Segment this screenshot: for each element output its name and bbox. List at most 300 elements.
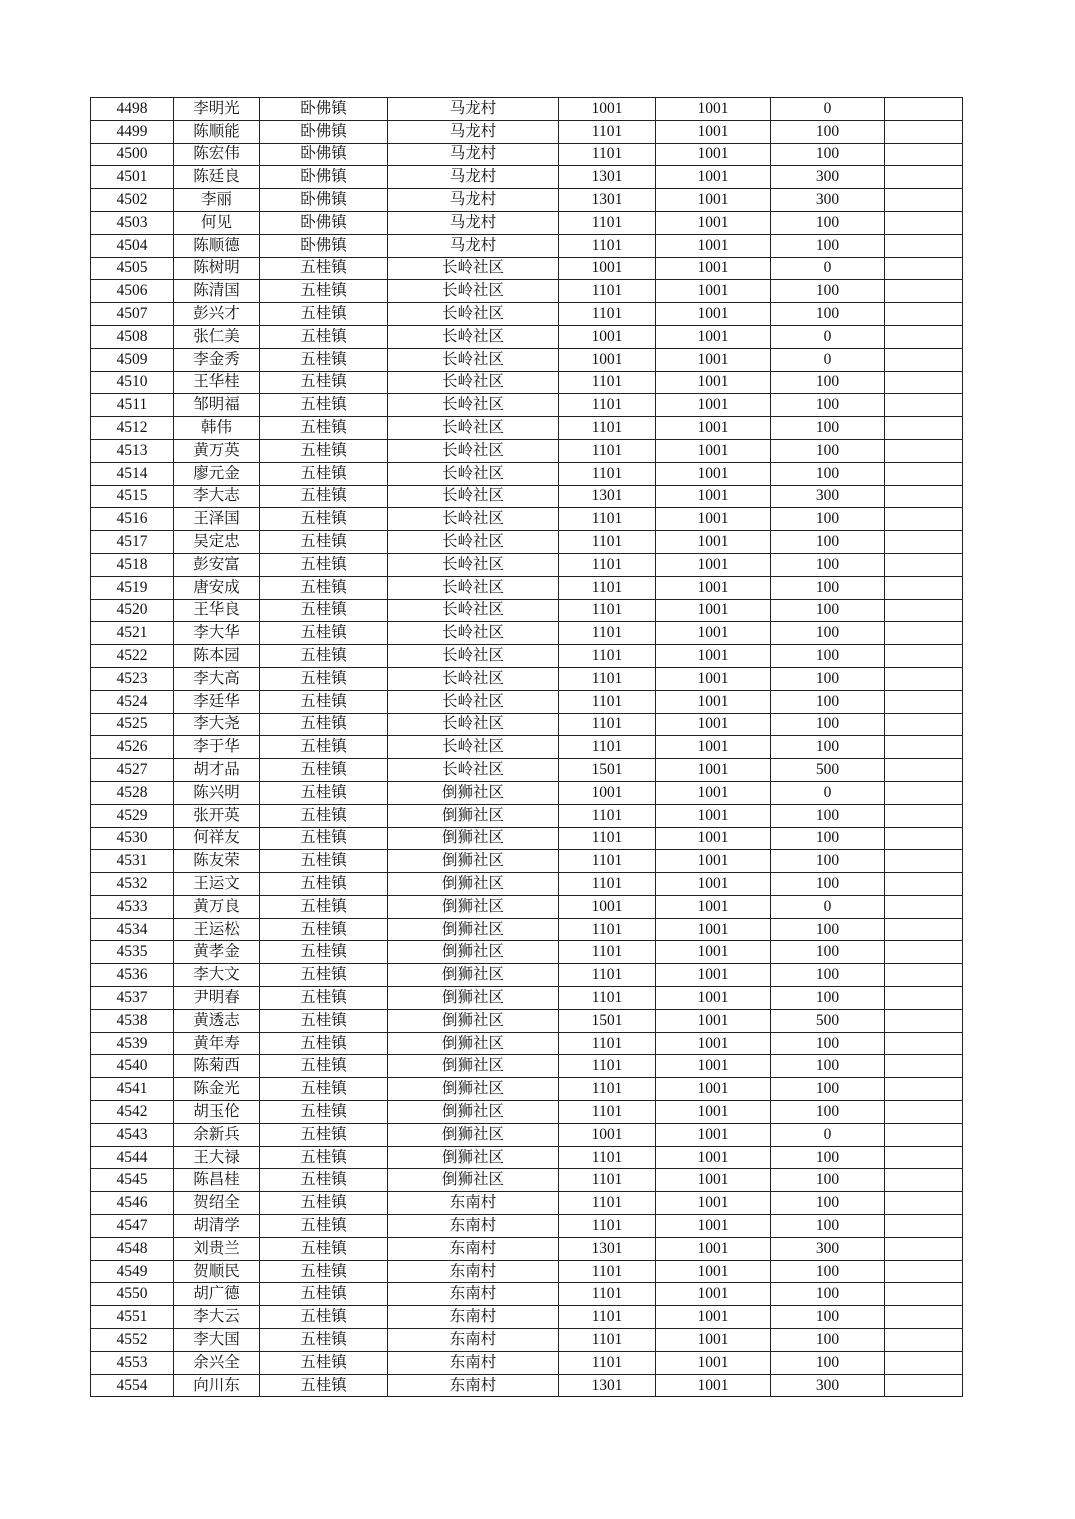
cell-name: 唐安成 xyxy=(174,576,260,599)
cell-village: 长岭社区 xyxy=(388,622,559,645)
cell-name: 李金秀 xyxy=(174,348,260,371)
cell-amount: 100 xyxy=(771,1329,885,1352)
cell-town: 五桂镇 xyxy=(260,987,388,1010)
cell-name: 余新兵 xyxy=(174,1123,260,1146)
cell-code-b: 1001 xyxy=(656,736,771,759)
cell-amount: 0 xyxy=(771,781,885,804)
cell-village: 倒狮社区 xyxy=(388,1169,559,1192)
table-row xyxy=(91,257,963,280)
cell-village: 长岭社区 xyxy=(388,713,559,736)
cell-amount: 100 xyxy=(771,599,885,622)
cell-number: 4534 xyxy=(91,918,174,941)
cell-town: 五桂镇 xyxy=(260,1306,388,1329)
cell-remark xyxy=(885,1169,963,1192)
cell-number: 4499 xyxy=(91,120,174,143)
cell-number: 4525 xyxy=(91,713,174,736)
cell-town: 五桂镇 xyxy=(260,827,388,850)
cell-village: 长岭社区 xyxy=(388,394,559,417)
cell-code-b: 1001 xyxy=(656,462,771,485)
cell-code-a: 1101 xyxy=(559,1055,656,1078)
cell-remark xyxy=(885,1123,963,1146)
cell-number: 4518 xyxy=(91,553,174,576)
cell-number: 4537 xyxy=(91,987,174,1010)
cell-code-b: 1001 xyxy=(656,622,771,645)
cell-remark xyxy=(885,964,963,987)
cell-amount: 100 xyxy=(771,964,885,987)
cell-remark xyxy=(885,941,963,964)
cell-code-b: 1001 xyxy=(656,485,771,508)
cell-number: 4551 xyxy=(91,1306,174,1329)
cell-remark xyxy=(885,850,963,873)
cell-amount: 100 xyxy=(771,508,885,531)
cell-number: 4539 xyxy=(91,1032,174,1055)
cell-name: 李大文 xyxy=(174,964,260,987)
cell-name: 吴定忠 xyxy=(174,531,260,554)
cell-code-b: 1001 xyxy=(656,394,771,417)
cell-number: 4546 xyxy=(91,1192,174,1215)
cell-name: 韩伟 xyxy=(174,417,260,440)
cell-town: 五桂镇 xyxy=(260,941,388,964)
cell-code-b: 1001 xyxy=(656,804,771,827)
cell-remark xyxy=(885,1260,963,1283)
cell-village: 长岭社区 xyxy=(388,303,559,326)
cell-code-a: 1101 xyxy=(559,622,656,645)
table-row xyxy=(91,690,963,713)
cell-remark xyxy=(885,325,963,348)
cell-amount: 100 xyxy=(771,1306,885,1329)
cell-name: 李大尧 xyxy=(174,713,260,736)
cell-remark xyxy=(885,462,963,485)
table-row xyxy=(91,1283,963,1306)
cell-number: 4506 xyxy=(91,280,174,303)
cell-code-a: 1301 xyxy=(559,189,656,212)
cell-remark xyxy=(885,1351,963,1374)
cell-number: 4520 xyxy=(91,599,174,622)
cell-code-a: 1101 xyxy=(559,1306,656,1329)
cell-code-a: 1101 xyxy=(559,667,656,690)
cell-amount: 0 xyxy=(771,348,885,371)
cell-amount: 0 xyxy=(771,325,885,348)
table-row xyxy=(91,508,963,531)
cell-amount: 100 xyxy=(771,941,885,964)
table-row xyxy=(91,1032,963,1055)
cell-remark xyxy=(885,417,963,440)
cell-remark xyxy=(885,280,963,303)
cell-village: 东南村 xyxy=(388,1283,559,1306)
cell-number: 4505 xyxy=(91,257,174,280)
cell-code-a: 1101 xyxy=(559,417,656,440)
cell-remark xyxy=(885,1374,963,1397)
cell-code-b: 1001 xyxy=(656,348,771,371)
cell-village: 东南村 xyxy=(388,1329,559,1352)
cell-town: 五桂镇 xyxy=(260,439,388,462)
cell-town: 五桂镇 xyxy=(260,1192,388,1215)
cell-amount: 100 xyxy=(771,1078,885,1101)
cell-name: 王华桂 xyxy=(174,371,260,394)
cell-code-a: 1001 xyxy=(559,1123,656,1146)
cell-name: 李大云 xyxy=(174,1306,260,1329)
cell-number: 4510 xyxy=(91,371,174,394)
cell-code-a: 1101 xyxy=(559,462,656,485)
cell-name: 张开英 xyxy=(174,804,260,827)
cell-name: 王运文 xyxy=(174,873,260,896)
cell-town: 五桂镇 xyxy=(260,485,388,508)
cell-amount: 100 xyxy=(771,234,885,257)
cell-amount: 100 xyxy=(771,850,885,873)
cell-town: 卧佛镇 xyxy=(260,120,388,143)
cell-code-a: 1101 xyxy=(559,1146,656,1169)
cell-code-b: 1001 xyxy=(656,781,771,804)
cell-village: 长岭社区 xyxy=(388,371,559,394)
cell-village: 长岭社区 xyxy=(388,599,559,622)
cell-name: 陈清国 xyxy=(174,280,260,303)
cell-amount: 100 xyxy=(771,1032,885,1055)
table-row xyxy=(91,759,963,782)
cell-amount: 100 xyxy=(771,918,885,941)
cell-amount: 100 xyxy=(771,1215,885,1238)
cell-amount: 100 xyxy=(771,987,885,1010)
cell-town: 五桂镇 xyxy=(260,280,388,303)
cell-amount: 100 xyxy=(771,873,885,896)
cell-code-a: 1501 xyxy=(559,1009,656,1032)
table-row xyxy=(91,166,963,189)
cell-code-a: 1001 xyxy=(559,348,656,371)
cell-code-a: 1101 xyxy=(559,1329,656,1352)
cell-code-a: 1101 xyxy=(559,827,656,850)
cell-town: 五桂镇 xyxy=(260,531,388,554)
cell-town: 五桂镇 xyxy=(260,1101,388,1124)
table-row xyxy=(91,1215,963,1238)
cell-code-a: 1101 xyxy=(559,804,656,827)
cell-village: 东南村 xyxy=(388,1237,559,1260)
cell-town: 五桂镇 xyxy=(260,759,388,782)
cell-village: 长岭社区 xyxy=(388,531,559,554)
cell-number: 4554 xyxy=(91,1374,174,1397)
cell-village: 长岭社区 xyxy=(388,645,559,668)
cell-amount: 0 xyxy=(771,895,885,918)
cell-code-b: 1001 xyxy=(656,371,771,394)
cell-amount: 100 xyxy=(771,280,885,303)
cell-code-b: 1001 xyxy=(656,1123,771,1146)
cell-name: 廖元金 xyxy=(174,462,260,485)
cell-remark xyxy=(885,667,963,690)
table-row xyxy=(91,1078,963,1101)
cell-town: 五桂镇 xyxy=(260,804,388,827)
table-row xyxy=(91,394,963,417)
cell-number: 4524 xyxy=(91,690,174,713)
cell-code-b: 1001 xyxy=(656,189,771,212)
cell-code-a: 1301 xyxy=(559,485,656,508)
cell-town: 五桂镇 xyxy=(260,964,388,987)
cell-town: 五桂镇 xyxy=(260,462,388,485)
table-row xyxy=(91,417,963,440)
cell-amount: 100 xyxy=(771,462,885,485)
cell-number: 4548 xyxy=(91,1237,174,1260)
table-row xyxy=(91,531,963,554)
cell-code-b: 1001 xyxy=(656,1009,771,1032)
cell-code-b: 1001 xyxy=(656,1101,771,1124)
cell-code-b: 1001 xyxy=(656,1032,771,1055)
cell-code-a: 1101 xyxy=(559,394,656,417)
cell-code-a: 1101 xyxy=(559,964,656,987)
cell-code-a: 1301 xyxy=(559,1237,656,1260)
cell-amount: 500 xyxy=(771,759,885,782)
cell-amount: 100 xyxy=(771,1283,885,1306)
cell-code-b: 1001 xyxy=(656,850,771,873)
cell-number: 4552 xyxy=(91,1329,174,1352)
cell-town: 五桂镇 xyxy=(260,1329,388,1352)
cell-amount: 300 xyxy=(771,485,885,508)
cell-town: 卧佛镇 xyxy=(260,166,388,189)
table-row xyxy=(91,1192,963,1215)
cell-town: 五桂镇 xyxy=(260,1283,388,1306)
cell-number: 4538 xyxy=(91,1009,174,1032)
cell-amount: 100 xyxy=(771,1055,885,1078)
cell-name: 陈宏伟 xyxy=(174,143,260,166)
cell-name: 李大华 xyxy=(174,622,260,645)
cell-code-a: 1101 xyxy=(559,234,656,257)
cell-village: 长岭社区 xyxy=(388,439,559,462)
cell-code-b: 1001 xyxy=(656,325,771,348)
cell-remark xyxy=(885,759,963,782)
table-row xyxy=(91,303,963,326)
cell-village: 长岭社区 xyxy=(388,553,559,576)
cell-number: 4541 xyxy=(91,1078,174,1101)
cell-code-b: 1001 xyxy=(656,211,771,234)
cell-code-b: 1001 xyxy=(656,599,771,622)
cell-village: 马龙村 xyxy=(388,189,559,212)
cell-remark xyxy=(885,143,963,166)
cell-remark xyxy=(885,189,963,212)
cell-village: 长岭社区 xyxy=(388,280,559,303)
cell-remark xyxy=(885,348,963,371)
cell-town: 五桂镇 xyxy=(260,576,388,599)
cell-code-b: 1001 xyxy=(656,1169,771,1192)
cell-name: 胡清学 xyxy=(174,1215,260,1238)
cell-code-b: 1001 xyxy=(656,1055,771,1078)
cell-code-a: 1001 xyxy=(559,257,656,280)
cell-remark xyxy=(885,576,963,599)
cell-code-a: 1101 xyxy=(559,120,656,143)
cell-number: 4550 xyxy=(91,1283,174,1306)
cell-code-b: 1001 xyxy=(656,98,771,121)
cell-amount: 100 xyxy=(771,1192,885,1215)
cell-code-b: 1001 xyxy=(656,1351,771,1374)
cell-remark xyxy=(885,918,963,941)
table-row xyxy=(91,325,963,348)
cell-name: 李于华 xyxy=(174,736,260,759)
cell-code-b: 1001 xyxy=(656,895,771,918)
cell-amount: 100 xyxy=(771,553,885,576)
table-row xyxy=(91,234,963,257)
cell-village: 马龙村 xyxy=(388,234,559,257)
cell-code-a: 1301 xyxy=(559,166,656,189)
cell-village: 倒狮社区 xyxy=(388,1055,559,1078)
cell-number: 4509 xyxy=(91,348,174,371)
cell-code-a: 1101 xyxy=(559,280,656,303)
cell-name: 黄透志 xyxy=(174,1009,260,1032)
cell-town: 五桂镇 xyxy=(260,781,388,804)
cell-village: 倒狮社区 xyxy=(388,987,559,1010)
table-row xyxy=(91,211,963,234)
cell-name: 陈兴明 xyxy=(174,781,260,804)
cell-remark xyxy=(885,1055,963,1078)
cell-village: 倒狮社区 xyxy=(388,1123,559,1146)
cell-number: 4553 xyxy=(91,1351,174,1374)
cell-name: 王大禄 xyxy=(174,1146,260,1169)
cell-code-b: 1001 xyxy=(656,234,771,257)
cell-code-b: 1001 xyxy=(656,280,771,303)
table-row xyxy=(91,827,963,850)
cell-code-b: 1001 xyxy=(656,1374,771,1397)
cell-amount: 100 xyxy=(771,645,885,668)
cell-number: 4540 xyxy=(91,1055,174,1078)
cell-remark xyxy=(885,211,963,234)
cell-amount: 100 xyxy=(771,120,885,143)
cell-code-b: 1001 xyxy=(656,690,771,713)
cell-village: 马龙村 xyxy=(388,120,559,143)
cell-town: 五桂镇 xyxy=(260,1032,388,1055)
cell-number: 4514 xyxy=(91,462,174,485)
cell-village: 倒狮社区 xyxy=(388,941,559,964)
cell-code-b: 1001 xyxy=(656,713,771,736)
table-row xyxy=(91,1009,963,1032)
cell-code-a: 1101 xyxy=(559,211,656,234)
cell-number: 4503 xyxy=(91,211,174,234)
cell-number: 4511 xyxy=(91,394,174,417)
cell-remark xyxy=(885,987,963,1010)
cell-remark xyxy=(885,303,963,326)
cell-town: 卧佛镇 xyxy=(260,234,388,257)
cell-town: 卧佛镇 xyxy=(260,143,388,166)
cell-name: 陈友荣 xyxy=(174,850,260,873)
table-row xyxy=(91,1306,963,1329)
table-row xyxy=(91,918,963,941)
cell-code-a: 1101 xyxy=(559,576,656,599)
cell-remark xyxy=(885,439,963,462)
cell-town: 卧佛镇 xyxy=(260,98,388,121)
cell-number: 4507 xyxy=(91,303,174,326)
cell-number: 4512 xyxy=(91,417,174,440)
cell-village: 长岭社区 xyxy=(388,348,559,371)
cell-village: 长岭社区 xyxy=(388,759,559,782)
cell-code-b: 1001 xyxy=(656,1260,771,1283)
cell-town: 五桂镇 xyxy=(260,599,388,622)
cell-number: 4501 xyxy=(91,166,174,189)
cell-town: 五桂镇 xyxy=(260,1351,388,1374)
cell-name: 胡才品 xyxy=(174,759,260,782)
table-row xyxy=(91,804,963,827)
cell-name: 陈树明 xyxy=(174,257,260,280)
table-row xyxy=(91,98,963,121)
cell-amount: 300 xyxy=(771,1237,885,1260)
table-row xyxy=(91,143,963,166)
cell-code-a: 1101 xyxy=(559,1078,656,1101)
cell-amount: 100 xyxy=(771,690,885,713)
cell-name: 胡玉伦 xyxy=(174,1101,260,1124)
cell-name: 向川东 xyxy=(174,1374,260,1397)
cell-number: 4528 xyxy=(91,781,174,804)
cell-name: 李大高 xyxy=(174,667,260,690)
table-row xyxy=(91,781,963,804)
table-row xyxy=(91,348,963,371)
cell-code-a: 1101 xyxy=(559,439,656,462)
cell-village: 长岭社区 xyxy=(388,667,559,690)
table-row xyxy=(91,987,963,1010)
cell-amount: 100 xyxy=(771,667,885,690)
cell-name: 陈金光 xyxy=(174,1078,260,1101)
cell-code-a: 1101 xyxy=(559,918,656,941)
cell-code-b: 1001 xyxy=(656,1192,771,1215)
cell-code-a: 1101 xyxy=(559,1283,656,1306)
cell-number: 4513 xyxy=(91,439,174,462)
cell-amount: 100 xyxy=(771,736,885,759)
cell-code-a: 1301 xyxy=(559,1374,656,1397)
cell-amount: 100 xyxy=(771,211,885,234)
cell-code-b: 1001 xyxy=(656,1215,771,1238)
cell-code-b: 1001 xyxy=(656,918,771,941)
cell-code-a: 1001 xyxy=(559,781,656,804)
cell-remark xyxy=(885,804,963,827)
data-table xyxy=(90,97,963,1397)
cell-code-a: 1001 xyxy=(559,98,656,121)
cell-code-a: 1101 xyxy=(559,371,656,394)
cell-village: 东南村 xyxy=(388,1260,559,1283)
cell-name: 贺顺民 xyxy=(174,1260,260,1283)
cell-name: 王运松 xyxy=(174,918,260,941)
cell-town: 五桂镇 xyxy=(260,1260,388,1283)
cell-code-a: 1101 xyxy=(559,531,656,554)
cell-remark xyxy=(885,599,963,622)
cell-village: 倒狮社区 xyxy=(388,1009,559,1032)
cell-code-a: 1101 xyxy=(559,1192,656,1215)
cell-name: 李廷华 xyxy=(174,690,260,713)
cell-code-b: 1001 xyxy=(656,508,771,531)
cell-code-a: 1101 xyxy=(559,1351,656,1374)
cell-name: 邹明福 xyxy=(174,394,260,417)
cell-number: 4508 xyxy=(91,325,174,348)
cell-code-b: 1001 xyxy=(656,576,771,599)
cell-name: 胡广德 xyxy=(174,1283,260,1306)
cell-code-a: 1101 xyxy=(559,508,656,531)
cell-remark xyxy=(885,234,963,257)
cell-remark xyxy=(885,622,963,645)
cell-town: 五桂镇 xyxy=(260,1009,388,1032)
cell-code-a: 1101 xyxy=(559,736,656,759)
cell-village: 倒狮社区 xyxy=(388,850,559,873)
cell-name: 尹明春 xyxy=(174,987,260,1010)
cell-name: 彭兴才 xyxy=(174,303,260,326)
cell-number: 4500 xyxy=(91,143,174,166)
cell-remark xyxy=(885,1237,963,1260)
cell-number: 4542 xyxy=(91,1101,174,1124)
table-row xyxy=(91,736,963,759)
cell-remark xyxy=(885,690,963,713)
table-row xyxy=(91,941,963,964)
cell-town: 五桂镇 xyxy=(260,713,388,736)
cell-remark xyxy=(885,1329,963,1352)
cell-village: 倒狮社区 xyxy=(388,827,559,850)
cell-remark xyxy=(885,1078,963,1101)
cell-number: 4529 xyxy=(91,804,174,827)
cell-code-b: 1001 xyxy=(656,1237,771,1260)
cell-number: 4547 xyxy=(91,1215,174,1238)
cell-code-a: 1101 xyxy=(559,553,656,576)
cell-code-b: 1001 xyxy=(656,120,771,143)
cell-code-b: 1001 xyxy=(656,143,771,166)
cell-remark xyxy=(885,895,963,918)
cell-name: 黄万良 xyxy=(174,895,260,918)
